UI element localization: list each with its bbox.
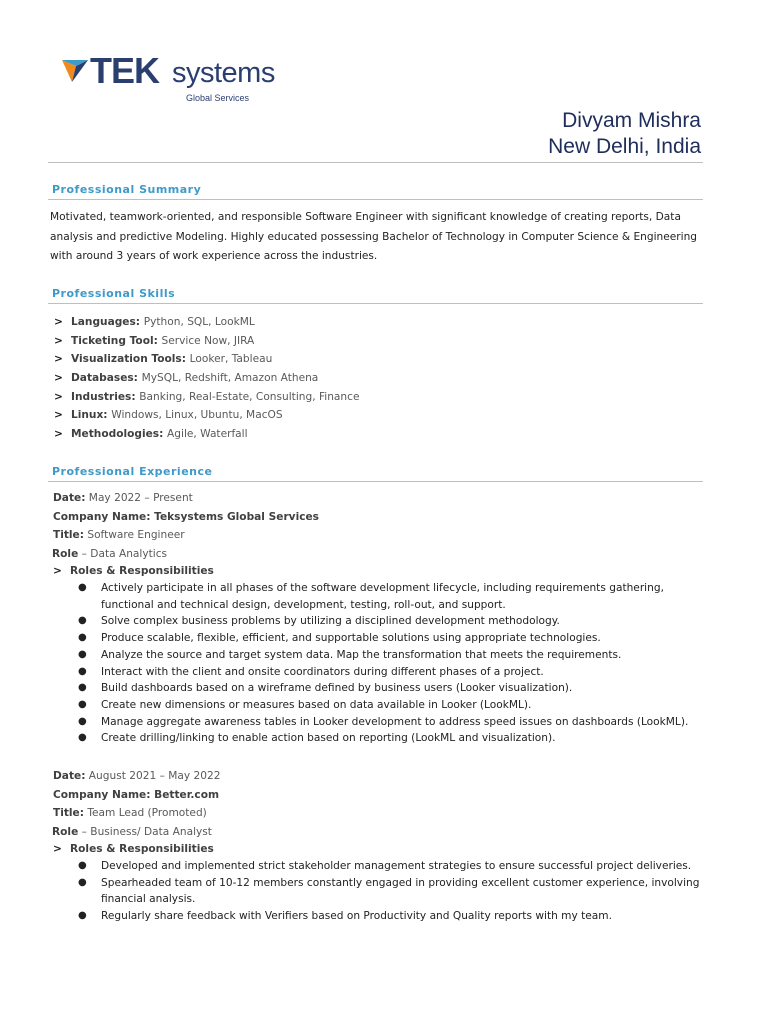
list-item: ● Interact with the client and onsite coordinators during different phases of a project. — [99, 664, 709, 681]
skill-item — [54, 313, 359, 332]
list-item: ● Developed and implemented strict stakeholder management strategies to ensure successful project deliveries. — [99, 858, 709, 875]
job-title: Title: Software Engineer — [53, 529, 185, 541]
skills-divider — [48, 303, 703, 304]
bullet-icon: ● — [78, 910, 87, 922]
summary-text: Motivated, teamwork-oriented, and responsible Software Engineer with significant knowledge of creating reports, Data analysis and predictive Modeling. Highly educated possessing Bachelor of Technology in Computer Science & Engineering with around 3 years of work experience across the industries. — [50, 211, 698, 262]
summary-section-title: Professional Summary — [52, 183, 202, 196]
bullet-icon: ● — [78, 615, 87, 627]
logo-systems-text: systems — [172, 57, 275, 89]
list-item: ● Produce scalable, flexible, efficient, and supportable solutions using appropriate technologies. — [99, 630, 709, 647]
skills-list — [54, 313, 359, 444]
arrow-icon: > — [54, 316, 63, 328]
header-divider — [48, 162, 703, 163]
skill-value: Windows, Linux, Ubuntu, MacOS — [111, 409, 283, 422]
job-entry — [53, 489, 709, 747]
skill-item — [54, 425, 359, 444]
skill-item — [54, 388, 359, 407]
skill-sep: : — [135, 316, 144, 328]
skill-value: Looker, Tableau — [189, 353, 273, 366]
list-item: ● Manage aggregate awareness tables in Looker development to address speed issues on dashboards (LookML). — [99, 714, 709, 731]
arrow-icon: > — [54, 372, 63, 385]
experience-section-title: Professional Experience — [52, 465, 213, 478]
arrow-icon: > — [54, 409, 63, 422]
bullet-icon: ● — [78, 732, 87, 744]
job-company: Company Name: Better.com — [53, 788, 220, 801]
experience-divider — [48, 481, 703, 482]
list-item: ● Create new dimensions or measures based on data available in Looker (LookML). — [99, 697, 709, 714]
job-title: Title: Team Lead (Promoted) — [53, 807, 207, 819]
responsibilities-list — [53, 580, 709, 747]
arrow-icon: > — [54, 390, 63, 403]
job-role: Role – Business/ Data Analyst — [52, 825, 212, 838]
job-entry — [53, 767, 709, 925]
bullet-icon: ● — [78, 632, 87, 644]
candidate-location: New Delhi, India — [548, 135, 701, 158]
arrow-icon: > — [53, 565, 62, 577]
list-item: ● Actively participate in all phases of the software development lifecycle, including requirements gathering, functional and technical design, development, testing, roll-out, and support. — [78, 582, 664, 611]
skill-key: Ticketing Tool: — [71, 334, 158, 347]
job-date: Date: August 2021 – May 2022 — [53, 770, 221, 782]
company-logo — [60, 50, 280, 110]
skill-value: Python, SQL, LookML — [143, 316, 255, 328]
skill-key: Languages — [71, 316, 136, 328]
job-date: Date: May 2022 – Present — [53, 492, 193, 504]
list-item: ● Analyze the source and target system data. Map the transformation that meets the requirements. — [99, 647, 709, 664]
summary-divider — [48, 199, 703, 200]
candidate-name: Divyam Mishra — [562, 109, 701, 132]
bullet-icon: ● — [78, 860, 87, 871]
logo-subtitle: Global Services — [186, 93, 250, 103]
roles-heading: > Roles & Responsibilities — [53, 841, 709, 858]
bullet-icon: ● — [78, 648, 87, 660]
arrow-icon: > — [54, 353, 63, 366]
arrow-icon: > — [53, 843, 62, 855]
candidate-header — [548, 108, 701, 160]
bullet-icon: ● — [78, 715, 87, 727]
skill-item — [54, 350, 359, 369]
list-item: ● Solve complex business problems by utilizing a disciplined development methodology. — [99, 613, 709, 630]
skill-value: MySQL, Redshift, Amazon Athena — [141, 372, 319, 385]
logo-tek-text: TEK — [90, 50, 159, 91]
list-item: ● Build dashboards based on a wireframe defined by business users (Looker visualization). — [99, 680, 709, 697]
skill-key: Linux: — [71, 409, 108, 422]
list-item: ● Create drilling/linking to enable action based on reporting (LookML and visualization). — [99, 730, 709, 747]
skill-key: Industries: — [71, 390, 136, 403]
skill-item — [54, 332, 359, 351]
skill-item — [54, 369, 359, 388]
skill-key: Methodologies: — [71, 428, 164, 441]
bullet-icon: ● — [78, 682, 87, 694]
list-item: ● Regularly share feedback with Verifiers based on Productivity and Quality reports with my team. — [99, 908, 709, 925]
skill-value: Agile, Waterfall — [167, 428, 248, 441]
skill-key: Databases: — [71, 372, 138, 385]
bullet-icon: ● — [78, 665, 87, 677]
arrow-icon: > — [54, 334, 63, 347]
skill-item — [54, 406, 359, 425]
list-item: ● Spearheaded team of 10-12 members constantly engaged in providing excellent customer experience, involving financial analysis. — [78, 876, 700, 906]
skill-value: Service Now, JIRA — [161, 334, 255, 347]
roles-heading: > Roles & Responsibilities — [53, 563, 709, 580]
skills-section-title: Professional Skills — [52, 287, 176, 300]
job-role: Role – Data Analytics — [52, 547, 168, 560]
arrow-icon: > — [54, 428, 63, 441]
bullet-icon: ● — [78, 582, 87, 593]
bullet-icon: ● — [78, 698, 87, 710]
bullet-icon: ● — [78, 876, 87, 888]
responsibilities-list — [53, 858, 709, 925]
job-company: Company Name: Teksystems Global Services — [53, 510, 319, 523]
skill-value: Banking, Real-Estate, Consulting, Finance — [139, 390, 360, 403]
skill-key: Visualization Tools: — [71, 353, 186, 366]
logo-mark-icon — [60, 56, 90, 86]
